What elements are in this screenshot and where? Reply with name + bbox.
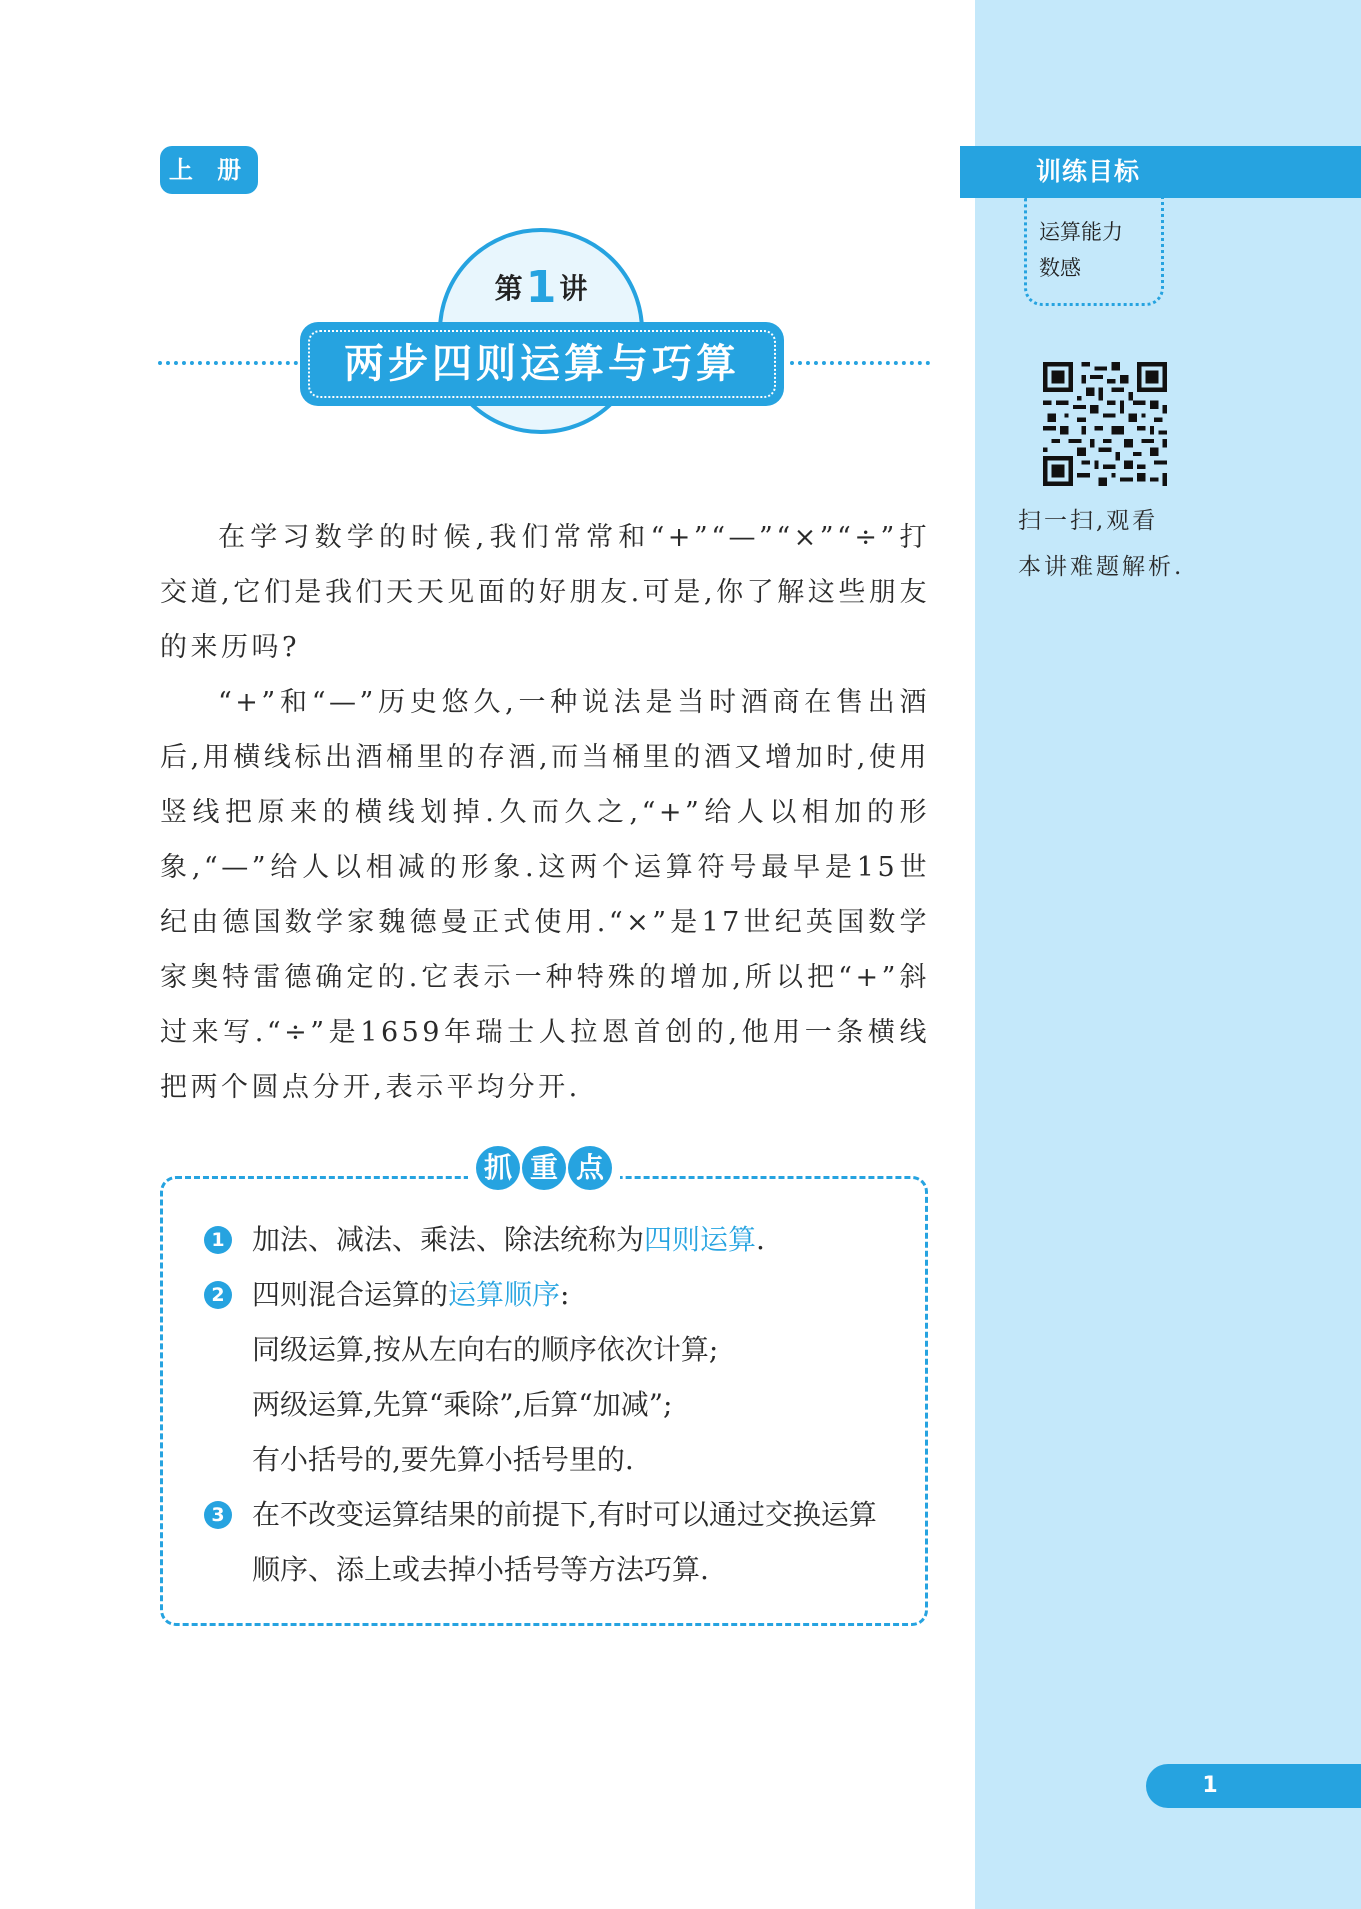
- keypoint-highlight: 运算顺序: [448, 1278, 561, 1311]
- training-goal: 数感: [1039, 256, 1081, 280]
- lecture-suffix: 讲: [559, 272, 588, 305]
- title-divider-left: [158, 361, 298, 365]
- intro-text: [160, 510, 930, 1115]
- intro-paragraph: 在学习数学的时候,我们常常和“+”“—”“×”“÷”打交道,它们是我们天天见面的好朋友.可是,你了解这些朋友的来历吗?: [160, 522, 930, 663]
- title-divider-right: [790, 361, 930, 365]
- page-number: 1: [1202, 1773, 1218, 1798]
- keypoint-text: .: [756, 1223, 765, 1256]
- keypoint-subline: 同级运算,按从左向右的顺序依次计算;: [252, 1333, 719, 1366]
- page-number-tab: [1146, 1764, 1361, 1808]
- keypoint-text: 加法、减法、乘法、除法统称为: [252, 1223, 645, 1256]
- keypoints-title-char: 重: [522, 1146, 566, 1190]
- volume-tag: 上 册: [160, 146, 258, 194]
- scan-caption-line: 扫一扫,观看: [1018, 508, 1159, 534]
- keypoint-number: 1: [204, 1226, 232, 1254]
- keypoint-number: 3: [204, 1501, 232, 1529]
- keypoint-item: [204, 1267, 904, 1487]
- keypoints-list: [204, 1212, 904, 1597]
- lecture-label: [438, 262, 644, 313]
- keypoint-subline: 两级运算,先算“乘除”,后算“加减”;: [252, 1388, 673, 1421]
- keypoint-text: 四则混合运算的: [252, 1278, 449, 1311]
- title-banner: [300, 322, 784, 406]
- keypoint-text: :: [560, 1278, 570, 1311]
- keypoint-subline: 有小括号的,要先算小括号里的.: [252, 1443, 634, 1476]
- training-goals-title: 训练目标: [960, 146, 1361, 198]
- scan-caption-line: 本讲难题解析.: [1018, 554, 1185, 580]
- keypoint-item: [204, 1487, 904, 1597]
- training-goals-box: [1024, 196, 1164, 306]
- keypoints-title-char: 点: [568, 1146, 612, 1190]
- lecture-prefix: 第: [494, 272, 523, 305]
- training-goal: 运算能力: [1039, 220, 1123, 244]
- keypoint-highlight: 四则运算: [644, 1223, 757, 1256]
- intro-paragraph: “+”和“—”历史悠久,一种说法是当时酒商在售出酒后,用横线标出酒桶里的存酒,而当桶里的酒又增加时,使用竖线把原来的横线划掉.久而久之,“+”给人以相加的形象,“—”给人以相减的形象.这两个运算符号最早是15世纪由德国数学家魏德曼正式使用.“×”是17世纪英国数学家奥特雷德确定的.它表示一种特殊的增加,所以把“+”斜过来写.“÷”是1659年瑞士人拉恩首创的,他用一条横线把两个圆点分开,表示平均分开.: [160, 687, 930, 1103]
- qr-code-icon[interactable]: [1043, 362, 1167, 486]
- keypoints-title-char: 抓: [476, 1146, 520, 1190]
- keypoints-title: [468, 1146, 620, 1190]
- keypoint-item: [204, 1212, 904, 1267]
- lecture-number: 1: [525, 262, 557, 313]
- page-title: 两步四则运算与巧算: [308, 330, 776, 398]
- keypoint-text: 在不改变运算结果的前提下,有时可以通过交换运算顺序、添上或去掉小括号等方法巧算.: [252, 1498, 877, 1586]
- scan-caption: [1018, 498, 1208, 590]
- keypoint-number: 2: [204, 1281, 232, 1309]
